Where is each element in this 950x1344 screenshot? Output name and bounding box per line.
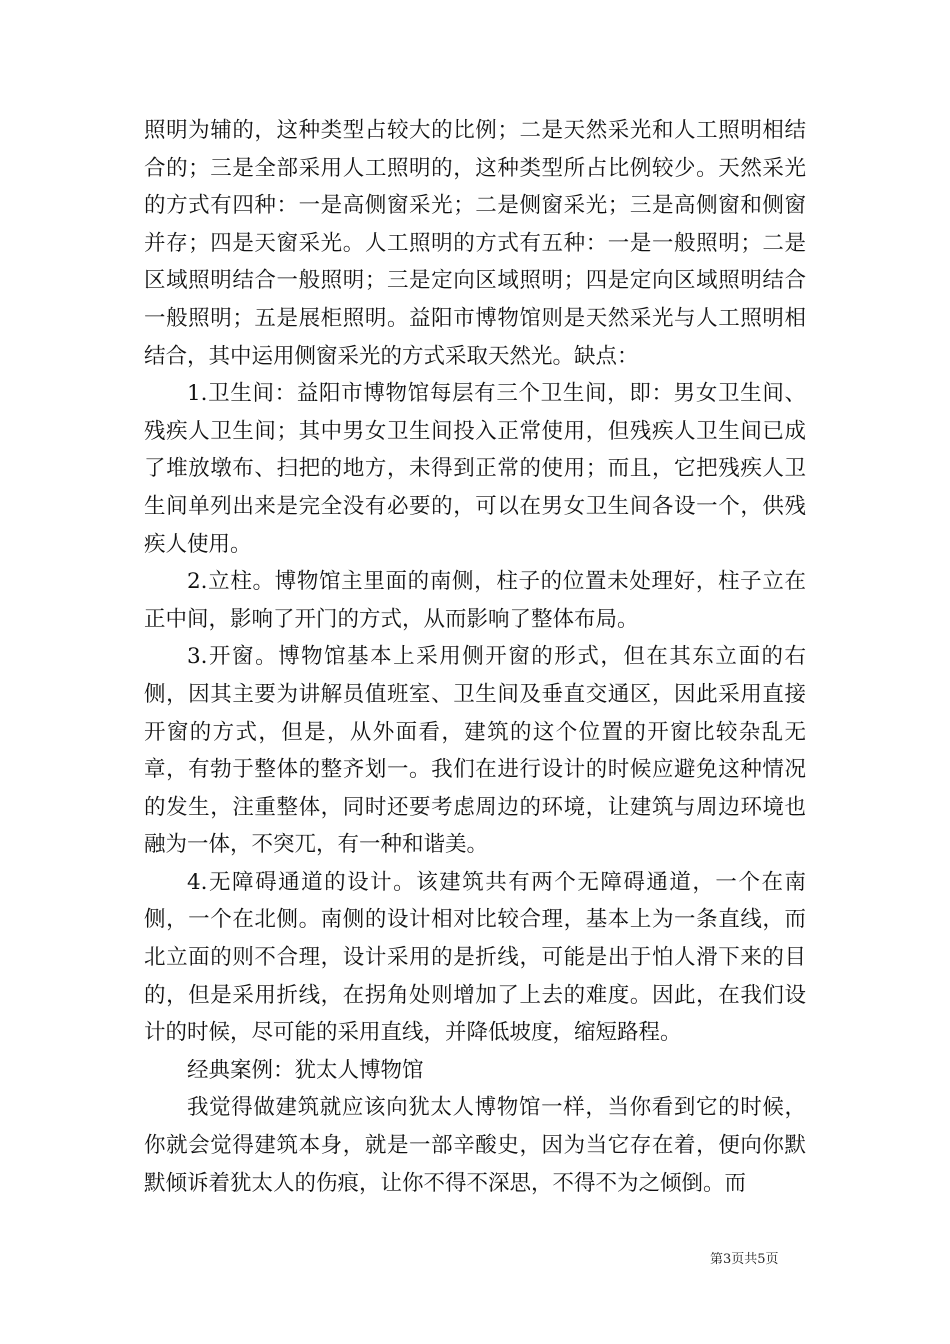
paragraph-lighting: 照明为辅的，这种类型占较大的比例；二是天然采光和人工照明相结合的；三是全部采用人工照明的，这种类型所占比例较少。天然采光的方式有四种：一是高侧窗采光；二是侧窗采光；三是高侧窗和侧窗并存；四是天窗采光。人工照明的方式有五种：一是一般照明；二是区域照明结合一般照明；三是定向区域照明；四是定向区域照明结合一般照明；五是展柜照明。益阳市博物馆则是天然采光与人工照明相结合，其中运用侧窗采光的方式采取天然光。缺点： (144, 118, 806, 369)
section-heading-classic-case: 经典案例：犹太人博物馆 (187, 1057, 424, 1083)
paragraph-column: 2.立柱。博物馆主里面的南侧，柱子的位置未处理好，柱子立在正中间，影响了开门的方式，从而影响了整体布局。 (144, 569, 806, 632)
paragraph-accessible-passage: 4.无障碍通道的设计。该建筑共有两个无障碍通道，一个在南侧，一个在北侧。南侧的设计相对比较合理，基本上为一条直线，而北立面的则不合理，设计采用的是折线，可能是出于怕人滑下来的目的，但是采用折线，在拐角处则增加了上去的难度。因此，在我们设计的时候，尽可能的采用直线，并降低坡度，缩短路程。 (144, 869, 806, 1046)
page-number-footer: 第3页共5页 (710, 1252, 779, 1267)
document-body (144, 112, 806, 1202)
paragraph-jewish-museum: 我觉得做建筑就应该向犹太人博物馆一样，当你看到它的时候，你就会觉得建筑本身，就是一部辛酸史，因为当它存在着，便向你默默倾诉着犹太人的伤痕，让你不得不深思，不得不为之倾倒。而 (144, 1095, 806, 1196)
paragraph-window: 3.开窗。博物馆基本上采用侧开窗的形式，但在其东立面的右侧，因其主要为讲解员值班室、卫生间及垂直交通区，因此采用直接开窗的方式，但是，从外面看，建筑的这个位置的开窗比较杂乱无章，有勃于整体的整齐划一。我们在进行设计的时候应避免这种情况的发生，注重整体，同时还要考虑周边的环境，让建筑与周边环境也融为一体，不突兀，有一种和谐美。 (144, 644, 806, 858)
paragraph-restroom: 1.卫生间：益阳市博物馆每层有三个卫生间，即：男女卫生间、残疾人卫生间；其中男女卫生间投入正常使用，但残疾人卫生间已成了堆放墩布、扫把的地方，未得到正常的使用；而且，它把残疾人卫生间单列出来是完全没有必要的，可以在男女卫生间各设一个，供残疾人使用。 (144, 381, 806, 557)
